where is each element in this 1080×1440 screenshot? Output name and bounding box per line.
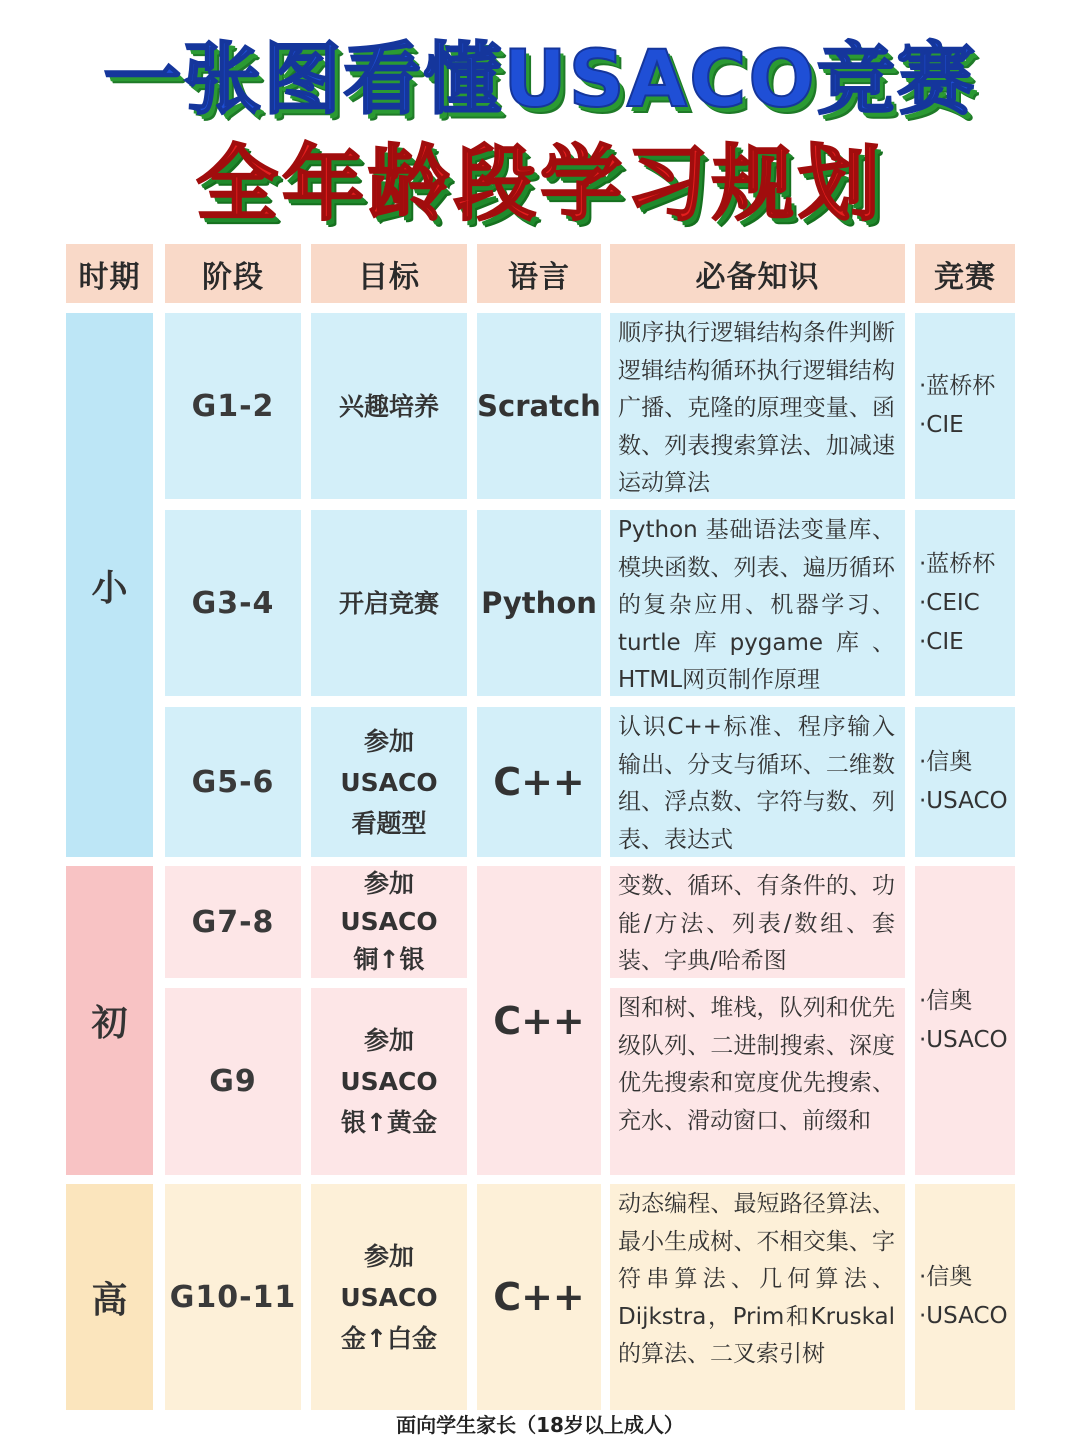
knowledge-cell: [610, 988, 905, 1175]
title-line-2: 全年龄段学习规划: [195, 137, 884, 232]
knowledge-text: Python 基础语法变量库、模块函数、列表、遍历循环的复杂应用、机器学习、turtle库pygame库、HTML网页制作原理: [618, 517, 895, 694]
header-stage: 阶段: [165, 244, 301, 303]
stage-g9: G9: [165, 988, 301, 1175]
goal-line: 参加: [363, 869, 414, 898]
knowledge-text: 顺序执行逻辑结构条件判断逻辑结构循环执行逻辑结构广播、克隆的原理变量、函数、列表搜索算法、加减速运动算法: [618, 320, 895, 497]
knowledge-text: 认识C++标准、程序输入输出、分支与循环、二维数组、浮点数、字符与数、列表、表达式: [618, 714, 895, 853]
knowledge-cell: [610, 1184, 905, 1410]
competition-item: ·信奥: [919, 749, 973, 775]
competition-item: ·CEIC: [919, 589, 980, 616]
stage-g1-2: G1-2: [165, 313, 301, 499]
goal-line: 参加: [363, 1241, 414, 1271]
stage-g3-4: G3-4: [165, 510, 301, 696]
goal-line: USACO: [340, 1282, 438, 1312]
header-period: 时期: [66, 244, 153, 303]
footer-note: 面向学生家长（18岁以上成人）: [396, 1413, 684, 1437]
goal-line: 银↑黄金: [341, 1108, 437, 1137]
competition-cell: [915, 707, 1015, 857]
header-knowledge: 必备知识: [610, 244, 905, 303]
goal-line: 开启竞赛: [338, 588, 439, 618]
goal-cell: [311, 866, 467, 978]
goal-line: 金↑白金: [341, 1323, 437, 1353]
competition-cell: [915, 313, 1015, 499]
competition-item: ·USACO: [919, 1026, 1008, 1053]
competition-cell-middle: [915, 866, 1015, 1175]
language-cpp: C++: [477, 707, 601, 857]
competition-item: ·蓝桥杯: [919, 550, 996, 577]
goal-line: USACO: [340, 767, 438, 797]
competition-item: ·信奥: [919, 1264, 973, 1290]
goal-line: 参加: [363, 1026, 414, 1055]
goal-cell: [311, 707, 467, 857]
title-line-1: 一张图看懂USACO竞赛: [103, 35, 977, 125]
language-cpp-high: C++: [477, 1184, 601, 1410]
knowledge-cell: [610, 866, 905, 978]
goal-cell: [311, 313, 467, 499]
knowledge-text: 动态编程、最短路径算法、最小生成树、不相交集、字符串算法、几何算法、Dijkstra，Prim和Kruskal的算法、二叉索引树: [618, 1191, 895, 1368]
language-python: Python: [477, 510, 601, 696]
knowledge-text: 图和树、堆栈，队列和优先级队列、二进制搜索、深度优先搜索和宽度优先搜索、充水、滑动窗口、前缀和: [618, 995, 895, 1134]
competition-item: ·蓝桥杯: [919, 373, 996, 399]
knowledge-cell: [610, 707, 905, 857]
stage-g10-11: G10-11: [165, 1184, 301, 1410]
competition-item: ·USACO: [919, 788, 1008, 814]
goal-line: USACO: [340, 907, 438, 936]
knowledge-text: 变数、循环、有条件的、功能/方法、列表/数组、套装、字典/哈希图: [618, 873, 895, 975]
stage-g5-6: G5-6: [165, 707, 301, 857]
goal-cell: [311, 1184, 467, 1410]
goal-line: 兴趣培养: [338, 391, 439, 421]
header-competition: 竞赛: [915, 244, 1015, 303]
goal-line: 参加: [363, 726, 414, 756]
period-high: 高: [66, 1184, 153, 1410]
goal-line: USACO: [340, 1067, 438, 1096]
competition-cell: [915, 510, 1015, 696]
competition-item: ·USACO: [919, 1303, 1008, 1329]
competition-cell: [915, 1184, 1015, 1410]
header-language: 语言: [477, 244, 601, 303]
knowledge-cell: [610, 313, 905, 499]
period-middle: 初: [66, 866, 153, 1175]
language-cpp-middle: C++: [477, 866, 601, 1175]
competition-item: ·CIE: [919, 412, 964, 438]
stage-g7-8: G7-8: [165, 866, 301, 978]
competition-item: ·信奥: [919, 987, 973, 1014]
goal-line: 铜↑银: [353, 945, 425, 974]
period-primary: 小: [66, 313, 153, 857]
goal-line: 看题型: [351, 808, 427, 838]
goal-cell: [311, 988, 467, 1175]
header-goal: 目标: [311, 244, 467, 303]
language-scratch: Scratch: [477, 313, 601, 499]
competition-item: ·CIE: [919, 628, 964, 655]
knowledge-cell: [610, 510, 905, 696]
goal-cell: [311, 510, 467, 696]
